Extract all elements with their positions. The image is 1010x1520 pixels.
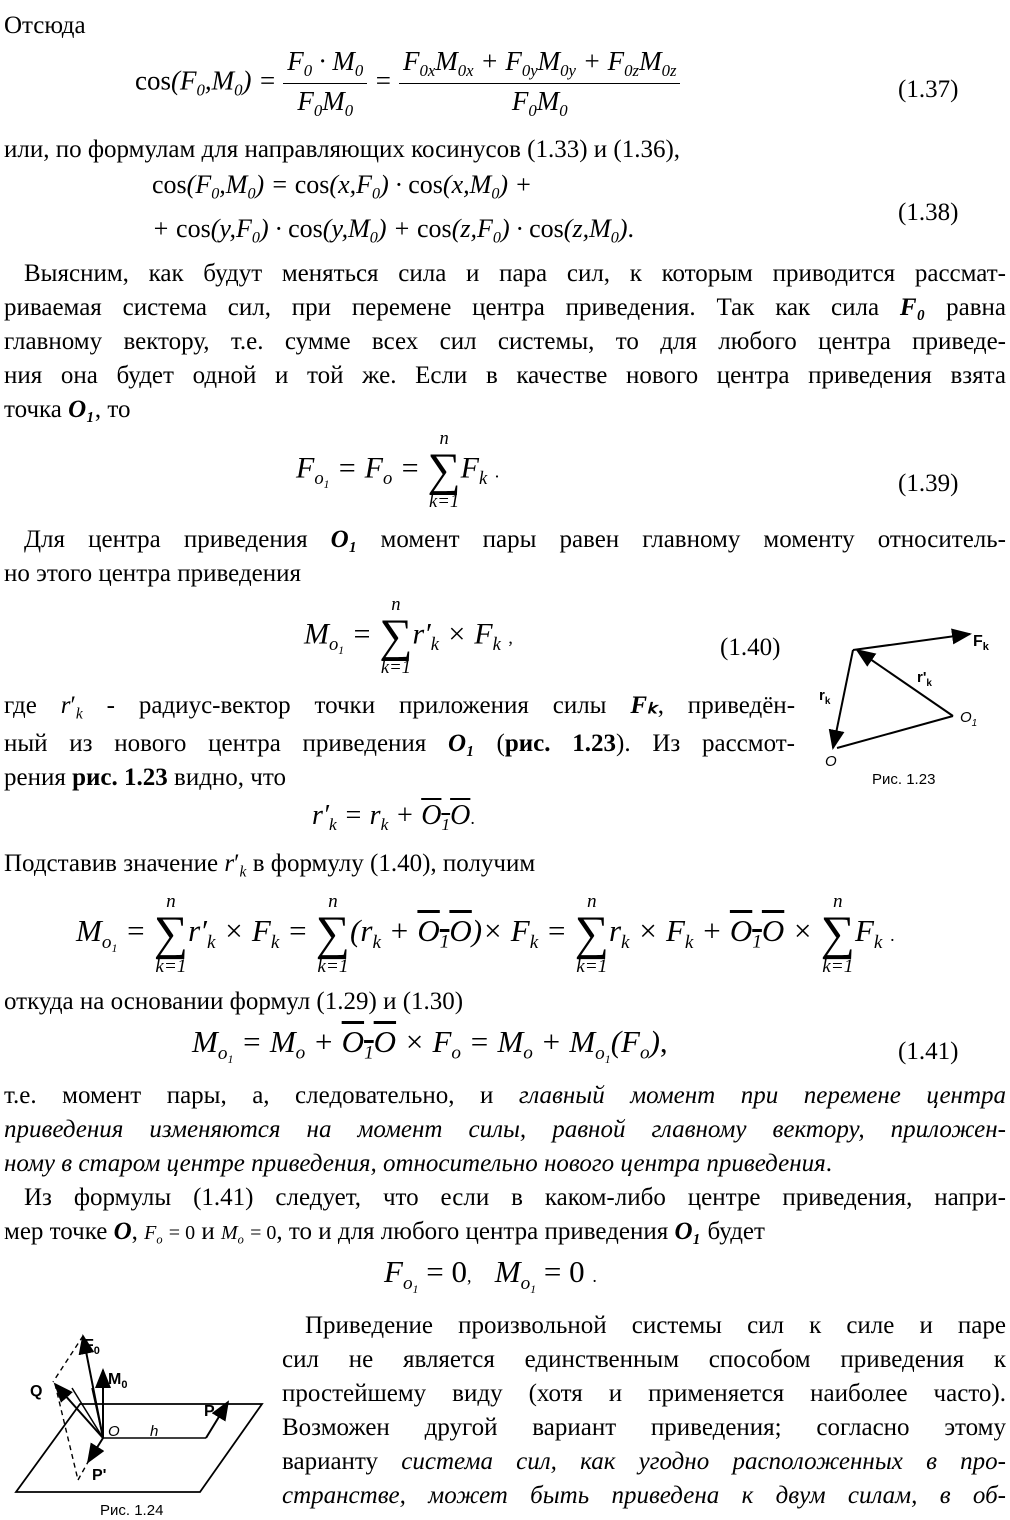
label-o1: $O_1$ <box>960 709 978 729</box>
paragraph8-line1: Приведение произвольной системы сил к силе и паре <box>305 1312 1006 1339</box>
label-fk: $F_k$ <box>973 633 989 653</box>
paragraph2-line2: но этого центра приведения <box>4 560 302 587</box>
figure-1-24 <box>10 1328 265 1503</box>
paragraph6-line3: ному в старом центре приведения, относительно нового центра приведения. <box>4 1150 832 1177</box>
rk-arrow <box>833 650 853 748</box>
paragraph1-line3: главному вектору, т.е. сумме всех сил системы, то для любого центра приведе- <box>4 328 1006 355</box>
paragraph8-line3: простейшему виду (хотя и применяется наиболее часто). <box>282 1380 1006 1407</box>
equation-1-37: $\cos(F_0,M_0)$ = $\frac{F_0 \cdot M_0}{F_0M_0}$ = $\frac{F_{0x}M_{0x} + F_{0y}M_{0y} + F_{0z}M_{0z}}{F_0M_0}$ <box>135 46 680 121</box>
label-rk: $r_k$ <box>819 687 831 707</box>
label-p: P <box>204 1403 215 1420</box>
equation-number-1-38: (1.38) <box>898 199 959 226</box>
equation-rk-prime: $r'_k = r_k + O_1O$. <box>312 800 475 835</box>
paragraph1-line4: ния она будет одной и той же. Если в качестве нового центра приведения взята <box>4 362 1006 389</box>
paragraph1-line1: Выясним, как будут меняться сила и пара сил, к которым приводится рассмат- <box>24 260 1006 287</box>
label-o: O <box>825 753 837 770</box>
equation-number-1-37: (1.37) <box>898 76 959 103</box>
equation-number-1-40: (1.40) <box>720 634 781 661</box>
dashed-1 <box>53 1336 83 1382</box>
paragraph7-line1: Из формулы (1.41) следует, что если в каком-либо центре приведения, напри- <box>24 1184 1006 1211</box>
paragraph-ili: или, по формулам для направляющих косинусов (1.33) и (1.36), <box>4 136 681 163</box>
paragraph4: Подставив значение $r'_k$ в формулу (1.40), получим <box>4 850 536 881</box>
label-rk-prime: $r'_k$ <box>917 669 932 689</box>
equation-1-40: $M_{o_1}$ = n ∑ k=1 $r'_k \times F_k$ , <box>304 594 513 678</box>
label-m0: $M_0$ <box>108 1371 128 1391</box>
paragraph6-line2: приведения изменяются на момент силы, равной главному вектору, приложен- <box>4 1116 1006 1143</box>
paragraph7-line2: мер точке O, $F_o = 0$ и $M_o = 0$, то и для любого центра приведения O₁ будет <box>4 1218 765 1247</box>
paragraph6-line1: т.е. момент пары, а, следовательно, и главный момент при перемене центра <box>4 1082 1007 1109</box>
label-o: O <box>108 1423 120 1440</box>
paragraph1-line5: точка O₁, то <box>4 396 131 423</box>
paragraph5: откуда на основании формул (1.29) и (1.30) <box>4 988 464 1015</box>
label-q: Q <box>30 1383 43 1400</box>
pp-arrow <box>88 1438 103 1462</box>
equation-zero: $F_{o_1} = 0$, $M_{o_1} = 0$ . <box>384 1254 597 1296</box>
paragraph8-line4: Возможен другой вариант приведения; согласно этому <box>282 1414 1006 1441</box>
equation-1-38-line1: $\cos(F_0,M_0) = \cos(x,F_0) \cdot \cos(x,M_0)$ + <box>152 170 533 203</box>
paragraph8-line5: варианту система сил, как угодно расположенных в про- <box>282 1448 1006 1475</box>
paragraph1-line2: риваемая система сил, при перемене центра приведения. Так как сила F₀ равна <box>4 294 1006 321</box>
equation-1-41: $M_{o_1} = M_o + O_1O \times F_o = M_o + M_{o_1}(F_o)$, <box>192 1024 668 1066</box>
equation-number-1-39: (1.39) <box>898 470 959 497</box>
equation-1-38-line2: + $\cos(y,F_0) \cdot \cos(y,M_0) + \cos(z,F_0) \cdot \cos(z,M_0)$. <box>152 214 634 247</box>
paragraph3-line2: ный из нового центра приведения O₁ (рис. 1.23). Из рассмот- <box>4 730 796 757</box>
paragraph3-line1: где $r'_k$ - радиус-вектор точки приложения силы Fₖ, приведён- <box>4 692 796 723</box>
equation-1-39: $F_{o_1} = F_o$ = n ∑ k=1 $F_k$ . <box>296 428 500 512</box>
paragraph8-line6: странстве, может быть приведена к двум силам, в об- <box>282 1482 1006 1509</box>
label-f0: $F_0$ <box>84 1337 100 1357</box>
figure-1-23 <box>815 620 995 770</box>
paragraph2-line1: Для центра приведения O₁ момент пары равен главному моменту относитель- <box>24 526 1006 553</box>
o1-o-line <box>837 716 953 748</box>
figure-1-24-caption: Рис. 1.24 <box>100 1502 164 1519</box>
rk-prime-arrow <box>857 650 953 716</box>
fk-arrow <box>853 634 970 650</box>
equation-number-1-41: (1.41) <box>898 1038 959 1065</box>
plane <box>16 1404 262 1492</box>
label-pp: P' <box>92 1467 107 1484</box>
equation-mo1-expanded: $M_{o_1}$ = n ∑ k=1 $r'_k \times F_k$ = n ∑ k=1 $(r_k + O_1O)\times F_k$ = n ∑ k=1 $r_k \times F_k + O_1O$ × n ∑ k=1 $F_k$ . <box>76 891 895 977</box>
label-h: h <box>150 1423 159 1440</box>
paragraph-otsyuda: Отсюда <box>4 12 86 39</box>
paragraph3-line3: рения рис. 1.23 видно, что <box>4 764 286 791</box>
figure-1-23-caption: Рис. 1.23 <box>872 771 936 788</box>
paragraph8-line2: сил не является единственным способом приведения к <box>282 1346 1006 1373</box>
